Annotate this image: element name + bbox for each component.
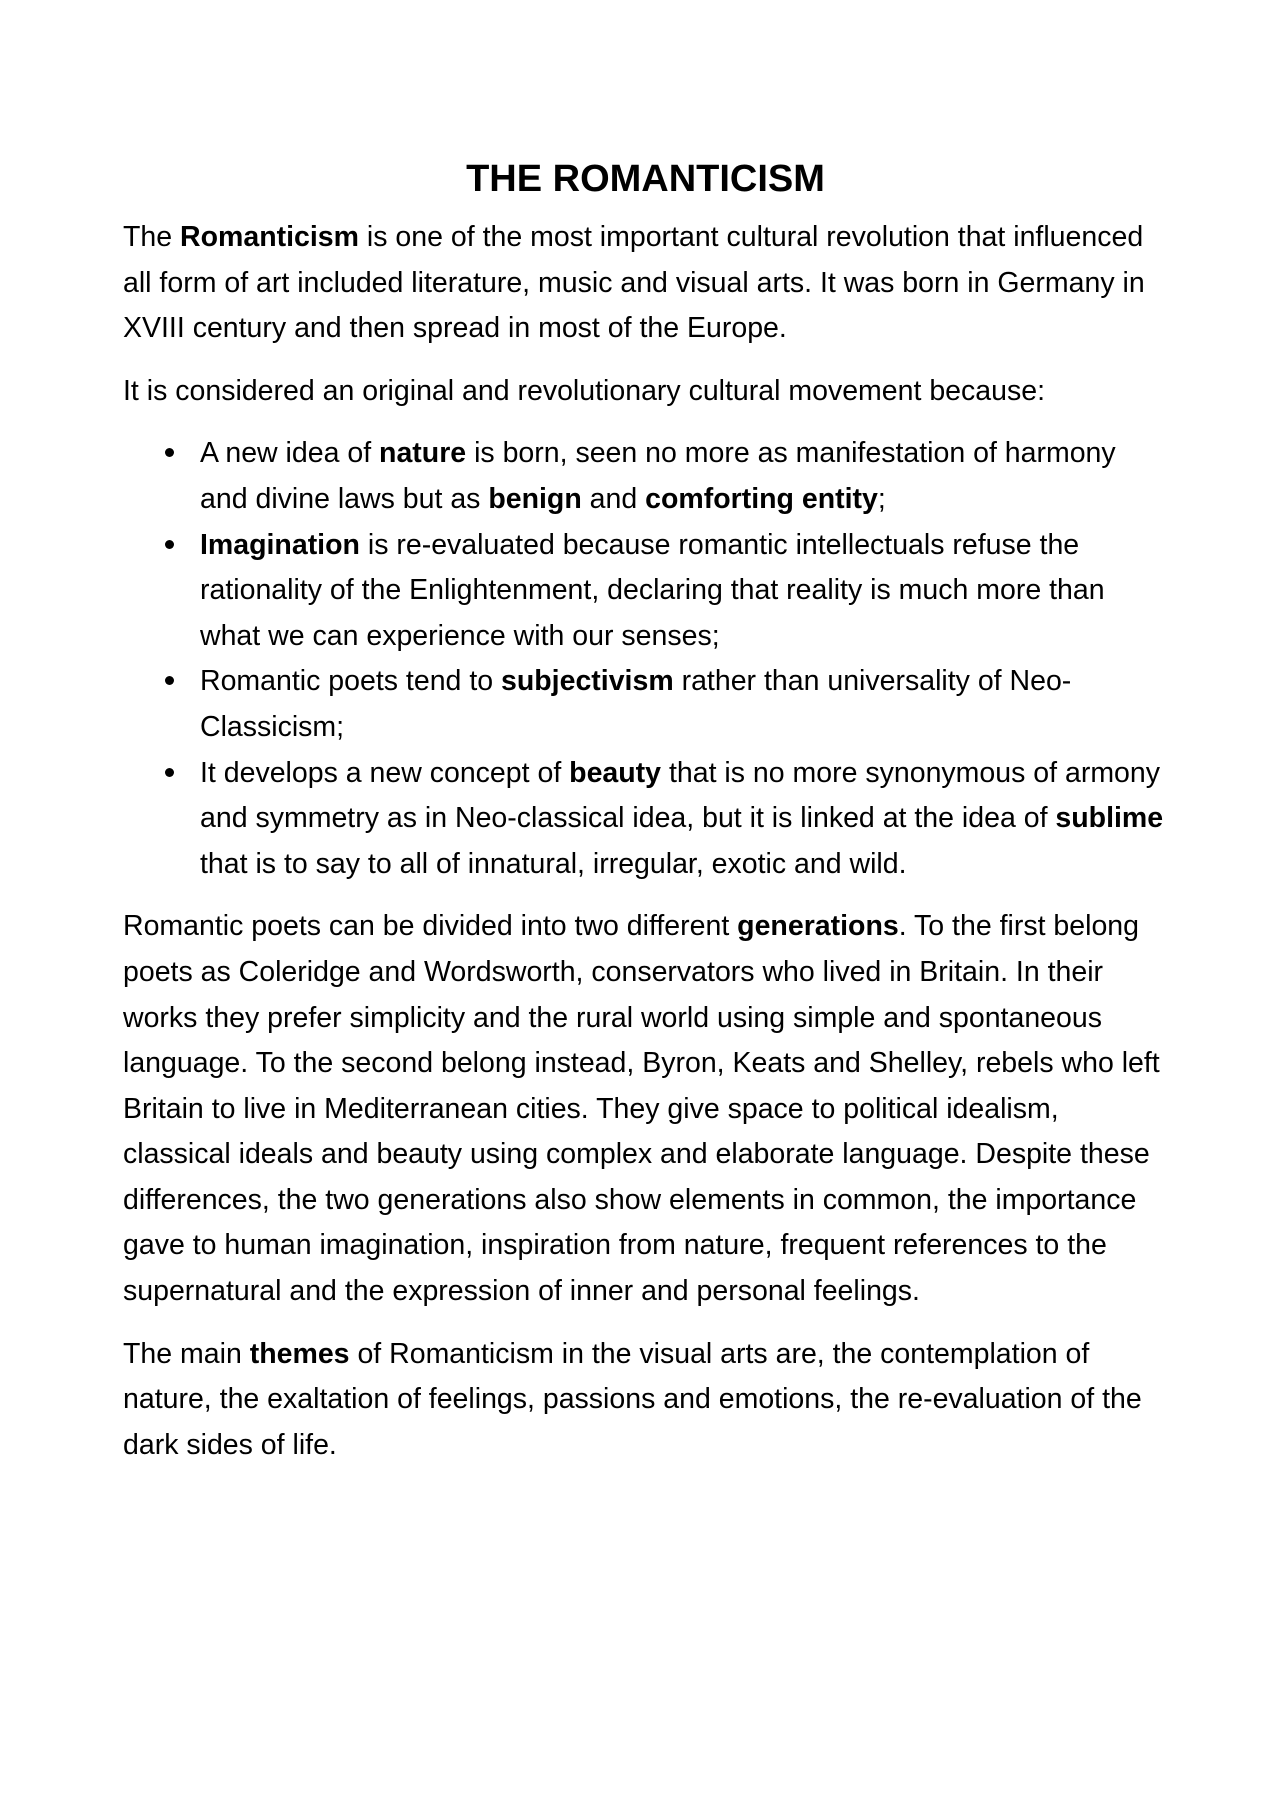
page-title: THE ROMANTICISM [466,158,825,200]
list-item-bold: benign [488,482,582,515]
reasons-list [123,431,1168,887]
list-item-imagination [123,523,1168,660]
bullet-icon [163,751,175,797]
intro-bold-romanticism: Romanticism [180,221,359,253]
list-item-bold: beauty [569,756,662,789]
themes-paragraph [123,1332,1168,1469]
list-item-text: is re-evaluated because romantic intellectuals refuse the rationality of the Enlightenment, declaring that reality is much more than what we can experience with our senses; [200,528,1105,652]
themes-text-1: The main [123,1337,250,1370]
bullet-icon [163,431,175,477]
list-item-subjectivism [123,659,1168,750]
generations-paragraph [123,904,1168,1314]
list-item-text: is born, seen no more as manifestation of harmony and divine laws but as [200,437,1116,515]
list-item-bold: Imagination [200,528,360,561]
list-item-bold: subjectivism [501,665,674,698]
themes-text-2: of Romanticism in the visual arts are, the contemplation of nature, the exaltation of feelings, passions and emotions, the re-evaluation of the dark sides of life. [123,1337,1142,1461]
lead-paragraph: It is considered an original and revolutionary cultural movement because: [123,374,1046,407]
list-item-bold: nature [379,437,467,470]
list-item-text: rather than universality of Neo-Classicism; [200,665,1072,743]
intro-paragraph [123,215,1168,352]
bullet-icon [163,523,175,569]
generations-text-2: . To the first belong poets as Coleridge and Wordsworth, conservators who lived in Britain. In their works they prefer simplicity and the rural world using simple and spontaneous language. To the second belong instead, Byron, Keats and Shelley, rebels who left Britain to live in Mediterranean cities. They give space to political idealism, classical ideals and beauty using complex and elaborate language. Despite these differences, the two generations also show elements in common, the importance gave to human imagination, inspiration from nature, frequent references to the supernatural and the expression of inner and personal feelings. [123,910,1160,1308]
intro-text-2: is one of the most important cultural revolution that influenced all form of art included literature, music and visual arts. It was born in Germany in XVIII century and then spread in most of the Europe. [123,221,1145,345]
generations-text-1: Romantic poets can be divided into two different [123,910,738,943]
generations-bold: generations [737,910,899,943]
list-item-text: It develops a new concept of [200,756,570,789]
bullet-icon [163,659,175,705]
list-item-bold: comforting entity [645,482,878,515]
intro-text-1: The [123,221,181,253]
list-item-nature [123,431,1168,522]
list-item-bold: sublime [1055,802,1164,835]
themes-bold: themes [249,1337,350,1370]
list-item-beauty [123,751,1168,888]
list-item-text: A new idea of [200,437,380,470]
list-item-text: Romantic poets tend to [200,665,502,698]
list-item-text: ; [877,482,886,515]
list-item-text: that is to say to all of innatural, irregular, exotic and wild. [200,847,907,880]
list-item-text: and [581,482,646,515]
document-page [123,155,1168,1485]
list-item-text: that is no more synonymous of armony and symmetry as in Neo-classical idea, but it is linked at the idea of [200,756,1161,835]
